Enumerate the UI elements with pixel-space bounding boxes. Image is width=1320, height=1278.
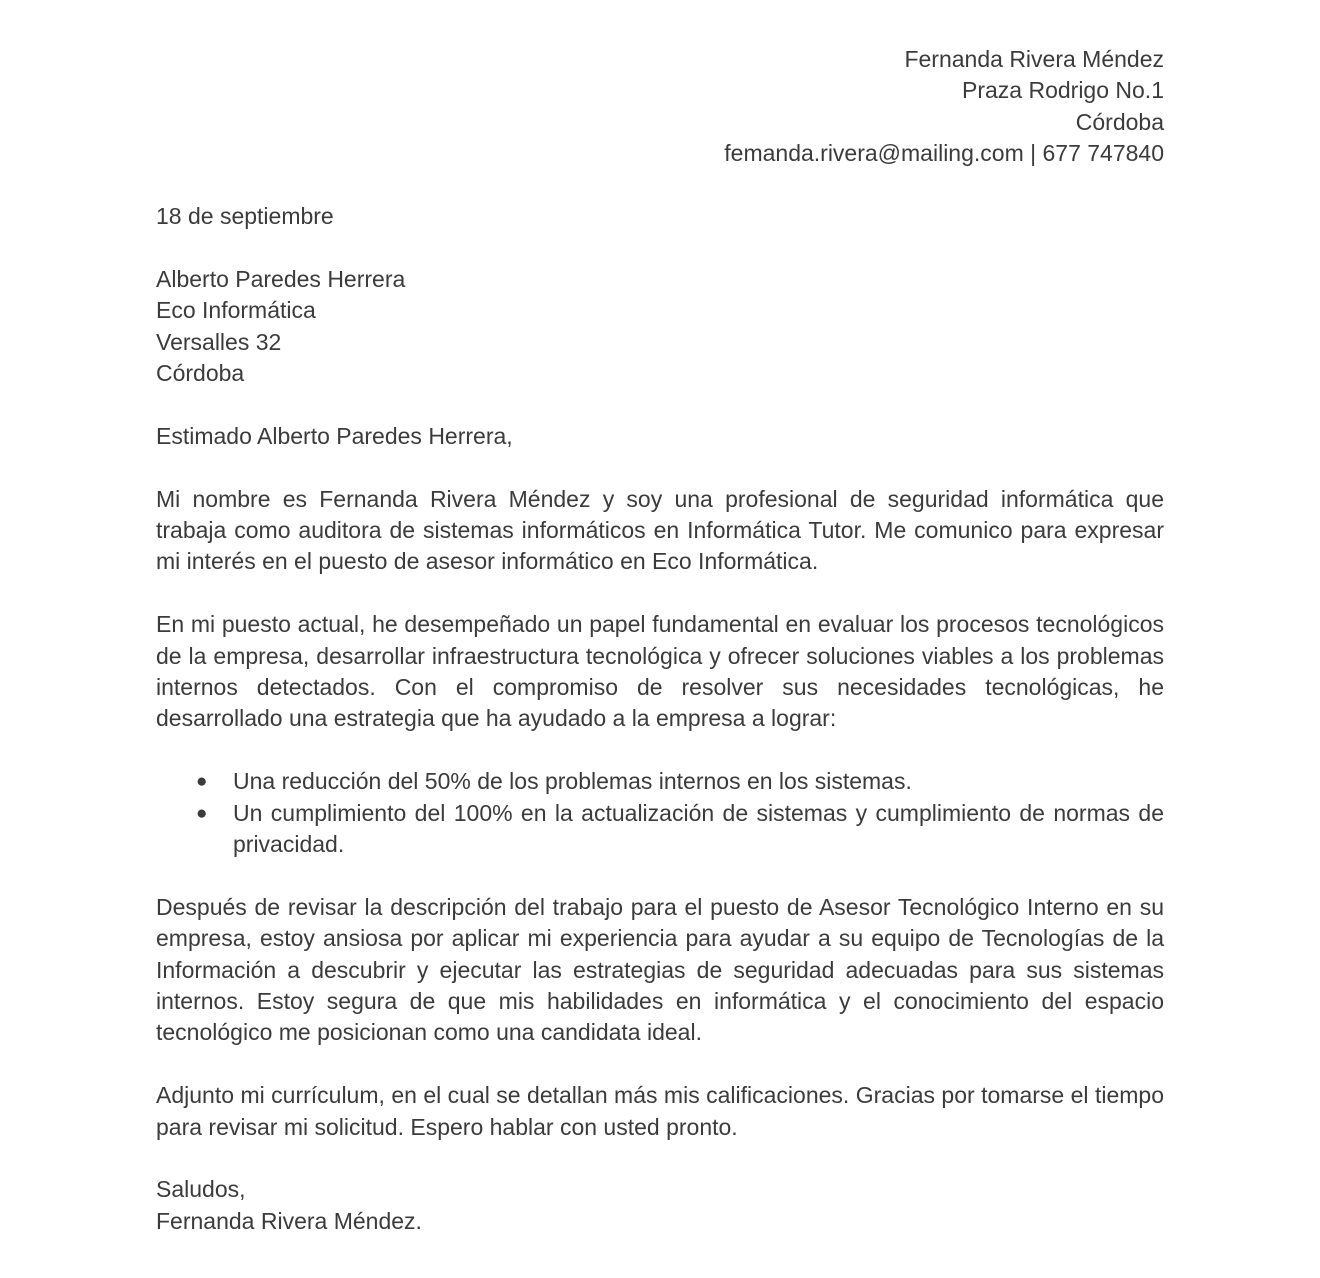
letter-date-block bbox=[156, 201, 1164, 232]
paragraph-block-4 bbox=[156, 1080, 1164, 1143]
recipient-name: Alberto Paredes Herrera bbox=[156, 265, 406, 292]
body-paragraph: Adjunto mi currículum, en el cual se detallan más mis calificaciones. Gracias por tomarse el tiempo para revisar mi solicitud. Espero hablar con usted pronto. bbox=[156, 1082, 1164, 1140]
list-item bbox=[156, 798, 1164, 861]
bullet-icon: ● bbox=[196, 771, 208, 793]
recipient-street: Versalles 32 bbox=[156, 328, 282, 355]
salutation-block bbox=[156, 421, 1164, 452]
bullet-icon: ● bbox=[196, 802, 208, 824]
recipient-company: Eco Informática bbox=[156, 297, 316, 324]
closing: Saludos, bbox=[156, 1176, 246, 1203]
body-paragraph: En mi puesto actual, he desempeñado un papel fundamental en evaluar los procesos tecnológicos de la empresa, desarrollar infraestructura tecnológica y ofrecer soluciones viables a los problemas internos detectados. Con el compromiso de resolver sus necesidades tecnológicas, he desarrollado una estrategia que ha ayudado a la empresa a lograr: bbox=[156, 611, 1164, 732]
recipient-address-block bbox=[156, 264, 1164, 390]
sender-name: Fernanda Rivera Méndez bbox=[904, 46, 1164, 72]
sender-street: Praza Rodrigo No.1 bbox=[962, 77, 1164, 104]
letter-page bbox=[156, 44, 1164, 1237]
sender-city: Córdoba bbox=[1075, 108, 1164, 135]
sender-contact: femanda.rivera@mailing.com | 677 747840 bbox=[724, 140, 1164, 167]
body-paragraph: Mi nombre es Fernanda Rivera Méndez y soy una profesional de seguridad informática que trabaja como auditora de sistemas informáticos en Informática Tutor. Me comunico para expresar mi interés en el puesto de asesor informático en Eco Informática. bbox=[156, 485, 1164, 575]
letter-date: 18 de septiembre bbox=[156, 203, 334, 230]
achievements-list bbox=[156, 766, 1164, 860]
signature: Fernanda Rivera Méndez. bbox=[156, 1207, 422, 1234]
sender-address-block bbox=[156, 44, 1164, 170]
paragraph-block-3 bbox=[156, 892, 1164, 1049]
paragraph-block-1 bbox=[156, 484, 1164, 578]
recipient-city: Córdoba bbox=[156, 360, 245, 387]
salutation: Estimado Alberto Paredes Herrera, bbox=[156, 422, 513, 449]
closing-block bbox=[156, 1174, 1164, 1237]
body-paragraph: Después de revisar la descripción del trabajo para el puesto de Asesor Tecnológico Interno en su empresa, estoy ansiosa por aplicar mi experiencia para ayudar a su equipo de Tecnologías de la Información a descubrir y ejecutar las estrategias de seguridad adecuadas para sus sistemas internos. Estoy segura de que mis habilidades en informática y el conocimiento del espacio tecnológico me posicionan como una candidata ideal. bbox=[156, 893, 1164, 1046]
paragraph-block-2 bbox=[156, 609, 1164, 735]
list-item-text: Una reducción del 50% de los problemas internos en los sistemas. bbox=[233, 768, 912, 795]
list-item bbox=[156, 766, 1164, 797]
list-item-text: Un cumplimiento del 100% en la actualización de sistemas y cumplimiento de normas de privacidad. bbox=[233, 799, 1164, 858]
